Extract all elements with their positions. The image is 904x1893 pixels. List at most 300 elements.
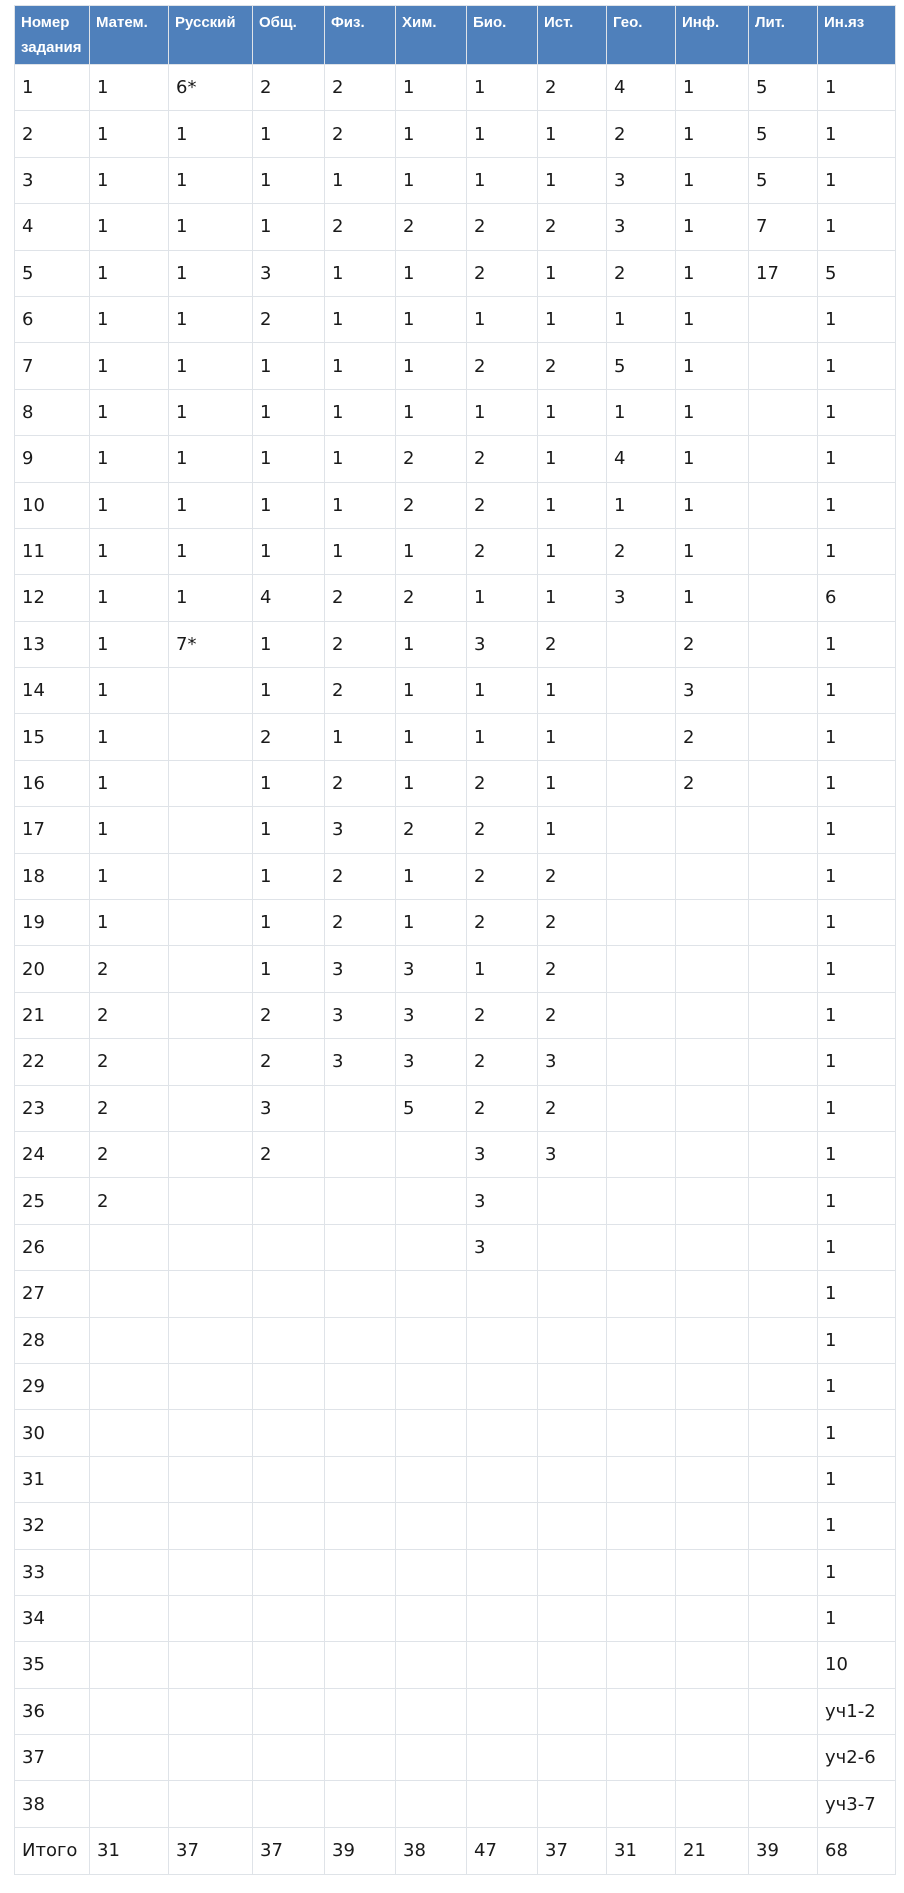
task-number-cell: 6: [15, 296, 90, 342]
table-row: [15, 853, 896, 899]
score-cell: [676, 1688, 749, 1734]
score-cell: 3: [467, 1224, 538, 1270]
score-cell: 1: [169, 204, 253, 250]
score-cell: 37: [538, 1827, 607, 1874]
score-cell: 1: [90, 575, 169, 621]
score-cell: [749, 1503, 818, 1549]
score-cell: [169, 1317, 253, 1363]
score-cell: [325, 1781, 396, 1827]
score-cell: 37: [253, 1827, 325, 1874]
score-cell: 1: [169, 528, 253, 574]
score-cell: [676, 946, 749, 992]
score-cell: [749, 296, 818, 342]
score-cell: 1: [607, 296, 676, 342]
score-cell: 1: [169, 389, 253, 435]
score-cell: 1: [818, 992, 896, 1038]
score-cell: [749, 1085, 818, 1131]
score-cell: 2: [467, 250, 538, 296]
score-cell: 3: [325, 807, 396, 853]
task-number-cell: 12: [15, 575, 90, 621]
column-header: Хим.: [396, 6, 467, 65]
score-cell: 1: [538, 157, 607, 203]
score-cell: 2: [253, 1131, 325, 1177]
score-cell: 1: [818, 1549, 896, 1595]
score-cell: 1: [253, 946, 325, 992]
score-cell: 1: [90, 807, 169, 853]
score-cell: 2: [325, 853, 396, 899]
score-cell: 2: [467, 1085, 538, 1131]
table-row: [15, 528, 896, 574]
task-number-cell: 4: [15, 204, 90, 250]
score-cell: 1: [676, 575, 749, 621]
score-cell: 1: [253, 436, 325, 482]
score-cell: 17: [749, 250, 818, 296]
score-cell: [169, 946, 253, 992]
score-cell: [90, 1363, 169, 1409]
score-cell: уч2-6: [818, 1735, 896, 1781]
score-cell: 1: [818, 668, 896, 714]
column-header: Лит.: [749, 6, 818, 65]
score-cell: 1: [676, 204, 749, 250]
score-cell: 1: [90, 668, 169, 714]
task-number-cell: 31: [15, 1456, 90, 1502]
score-cell: [467, 1642, 538, 1688]
score-cell: 3: [467, 1178, 538, 1224]
score-cell: [396, 1131, 467, 1177]
score-cell: 3: [467, 1131, 538, 1177]
score-cell: [676, 1224, 749, 1270]
score-cell: [467, 1410, 538, 1456]
score-cell: 2: [325, 575, 396, 621]
score-cell: [749, 760, 818, 806]
score-cell: 1: [325, 714, 396, 760]
score-cell: 2: [325, 900, 396, 946]
score-cell: [538, 1781, 607, 1827]
score-cell: [749, 575, 818, 621]
table-row: [15, 1595, 896, 1641]
score-cell: 1: [676, 111, 749, 157]
score-cell: 1: [467, 946, 538, 992]
score-cell: [676, 1595, 749, 1641]
task-number-cell: 7: [15, 343, 90, 389]
scores-table-container: [14, 5, 895, 1875]
score-cell: 2: [253, 714, 325, 760]
score-cell: 1: [90, 853, 169, 899]
score-cell: [676, 1131, 749, 1177]
score-cell: [396, 1271, 467, 1317]
column-header: Физ.: [325, 6, 396, 65]
task-number-cell: 28: [15, 1317, 90, 1363]
table-row: [15, 157, 896, 203]
score-cell: [253, 1688, 325, 1734]
score-cell: [607, 621, 676, 667]
score-cell: [253, 1363, 325, 1409]
score-cell: 2: [90, 1131, 169, 1177]
table-row: [15, 1410, 896, 1456]
score-cell: [325, 1363, 396, 1409]
score-cell: [90, 1503, 169, 1549]
score-cell: 1: [253, 900, 325, 946]
score-cell: [169, 1271, 253, 1317]
task-number-cell: 23: [15, 1085, 90, 1131]
score-cell: 2: [676, 621, 749, 667]
score-cell: 2: [538, 946, 607, 992]
score-cell: 1: [90, 204, 169, 250]
score-cell: 1: [818, 1224, 896, 1270]
table-row: [15, 668, 896, 714]
score-cell: [325, 1549, 396, 1595]
score-cell: 31: [607, 1827, 676, 1874]
column-header: Инф.: [676, 6, 749, 65]
score-cell: 2: [396, 482, 467, 528]
task-number-cell: 8: [15, 389, 90, 435]
score-cell: [169, 1085, 253, 1131]
score-cell: [467, 1781, 538, 1827]
score-cell: 2: [538, 204, 607, 250]
score-cell: 2: [607, 528, 676, 574]
score-cell: [749, 1224, 818, 1270]
score-cell: [467, 1503, 538, 1549]
score-cell: 1: [818, 436, 896, 482]
score-cell: 2: [607, 111, 676, 157]
score-cell: [607, 714, 676, 760]
score-cell: [90, 1317, 169, 1363]
score-cell: [749, 807, 818, 853]
score-cell: [749, 1410, 818, 1456]
score-cell: 1: [607, 482, 676, 528]
score-cell: [90, 1735, 169, 1781]
score-cell: [169, 900, 253, 946]
score-cell: 3: [607, 157, 676, 203]
score-cell: [325, 1503, 396, 1549]
score-cell: [169, 1781, 253, 1827]
score-cell: [169, 1410, 253, 1456]
table-row: [15, 946, 896, 992]
task-number-cell: 21: [15, 992, 90, 1038]
score-cell: [607, 1271, 676, 1317]
column-header: Номер задания: [15, 6, 90, 65]
score-cell: 1: [538, 436, 607, 482]
table-row: [15, 436, 896, 482]
score-cell: [253, 1271, 325, 1317]
score-cell: [467, 1456, 538, 1502]
score-cell: [90, 1456, 169, 1502]
score-cell: 5: [749, 157, 818, 203]
score-cell: 2: [90, 992, 169, 1038]
score-cell: 1: [818, 65, 896, 111]
column-header: Био.: [467, 6, 538, 65]
score-cell: [169, 992, 253, 1038]
table-row: [15, 900, 896, 946]
score-cell: 1: [169, 157, 253, 203]
score-cell: [325, 1178, 396, 1224]
score-cell: [676, 992, 749, 1038]
table-row: [15, 1271, 896, 1317]
column-header: Гео.: [607, 6, 676, 65]
score-cell: 3: [607, 204, 676, 250]
score-cell: 1: [818, 1131, 896, 1177]
score-cell: 1: [467, 157, 538, 203]
score-cell: 1: [90, 296, 169, 342]
score-cell: [325, 1271, 396, 1317]
score-cell: 2: [253, 1039, 325, 1085]
score-cell: [749, 1688, 818, 1734]
task-number-cell: 15: [15, 714, 90, 760]
score-cell: [538, 1317, 607, 1363]
score-cell: 1: [169, 111, 253, 157]
score-cell: 1: [538, 528, 607, 574]
score-cell: 1: [818, 1178, 896, 1224]
score-cell: 2: [467, 760, 538, 806]
score-cell: [253, 1456, 325, 1502]
score-cell: [676, 1363, 749, 1409]
score-cell: [396, 1224, 467, 1270]
score-cell: [607, 1410, 676, 1456]
score-cell: 2: [467, 807, 538, 853]
score-cell: 1: [169, 250, 253, 296]
score-cell: [749, 1131, 818, 1177]
score-cell: 39: [749, 1827, 818, 1874]
table-row: [15, 482, 896, 528]
column-header: Ист.: [538, 6, 607, 65]
score-cell: [253, 1781, 325, 1827]
score-cell: [749, 482, 818, 528]
table-row: [15, 760, 896, 806]
score-cell: 1: [538, 714, 607, 760]
score-cell: [396, 1178, 467, 1224]
task-number-cell: 22: [15, 1039, 90, 1085]
score-cell: [607, 1595, 676, 1641]
score-cell: 4: [253, 575, 325, 621]
score-cell: 1: [90, 528, 169, 574]
score-cell: [607, 1503, 676, 1549]
score-cell: [169, 714, 253, 760]
score-cell: 1: [396, 900, 467, 946]
score-cell: 1: [538, 807, 607, 853]
score-cell: [607, 668, 676, 714]
score-cell: 1: [396, 296, 467, 342]
score-cell: [749, 992, 818, 1038]
score-cell: 1: [253, 111, 325, 157]
score-cell: 2: [467, 436, 538, 482]
task-number-cell: Итого: [15, 1827, 90, 1874]
score-cell: [607, 1456, 676, 1502]
score-cell: [749, 1363, 818, 1409]
task-number-cell: 13: [15, 621, 90, 667]
score-cell: 3: [467, 621, 538, 667]
score-cell: 2: [325, 760, 396, 806]
task-number-cell: 32: [15, 1503, 90, 1549]
score-cell: 1: [818, 1271, 896, 1317]
score-cell: 1: [818, 389, 896, 435]
score-cell: [325, 1410, 396, 1456]
task-number-cell: 38: [15, 1781, 90, 1827]
score-cell: 4: [607, 436, 676, 482]
score-cell: [325, 1085, 396, 1131]
score-cell: [538, 1735, 607, 1781]
score-cell: 3: [325, 992, 396, 1038]
score-cell: [749, 1456, 818, 1502]
score-cell: 1: [396, 250, 467, 296]
score-cell: 1: [467, 111, 538, 157]
score-cell: 2: [467, 343, 538, 389]
score-cell: [396, 1549, 467, 1595]
score-cell: [90, 1781, 169, 1827]
table-row: [15, 1224, 896, 1270]
score-cell: 3: [253, 1085, 325, 1131]
score-cell: [749, 389, 818, 435]
column-header: Русский: [169, 6, 253, 65]
score-cell: [169, 1595, 253, 1641]
score-cell: 2: [676, 714, 749, 760]
score-cell: [607, 946, 676, 992]
score-cell: 1: [818, 807, 896, 853]
score-cell: 2: [467, 528, 538, 574]
task-number-cell: 34: [15, 1595, 90, 1641]
score-cell: 3: [538, 1131, 607, 1177]
score-cell: [538, 1271, 607, 1317]
score-cell: 2: [467, 482, 538, 528]
score-cell: [253, 1595, 325, 1641]
table-row: [15, 1781, 896, 1827]
table-row: [15, 343, 896, 389]
task-number-cell: 11: [15, 528, 90, 574]
table-row: [15, 1642, 896, 1688]
score-cell: [253, 1503, 325, 1549]
score-cell: 2: [325, 621, 396, 667]
score-cell: [325, 1595, 396, 1641]
task-number-cell: 24: [15, 1131, 90, 1177]
column-header: Ин.яз: [818, 6, 896, 65]
score-cell: уч1-2: [818, 1688, 896, 1734]
score-cell: 2: [538, 65, 607, 111]
task-number-cell: 35: [15, 1642, 90, 1688]
score-cell: 1: [90, 250, 169, 296]
score-cell: 3: [607, 575, 676, 621]
score-cell: [90, 1595, 169, 1641]
score-cell: 2: [90, 946, 169, 992]
task-number-cell: 25: [15, 1178, 90, 1224]
score-cell: [749, 1549, 818, 1595]
score-cell: 3: [253, 250, 325, 296]
score-cell: 1: [396, 389, 467, 435]
score-cell: [396, 1503, 467, 1549]
score-cell: 1: [818, 482, 896, 528]
score-cell: [467, 1735, 538, 1781]
table-row: [15, 389, 896, 435]
score-cell: [396, 1456, 467, 1502]
score-cell: [607, 1363, 676, 1409]
task-number-cell: 17: [15, 807, 90, 853]
score-cell: 1: [325, 343, 396, 389]
score-cell: [749, 1642, 818, 1688]
score-cell: [325, 1456, 396, 1502]
score-cell: 1: [90, 389, 169, 435]
task-number-cell: 1: [15, 65, 90, 111]
score-cell: 3: [396, 946, 467, 992]
score-cell: [325, 1735, 396, 1781]
score-cell: 1: [325, 436, 396, 482]
score-cell: [607, 1781, 676, 1827]
score-cell: [169, 1178, 253, 1224]
score-cell: [90, 1688, 169, 1734]
score-cell: [676, 1503, 749, 1549]
score-cell: [749, 621, 818, 667]
score-cell: 1: [169, 343, 253, 389]
score-cell: 1: [253, 807, 325, 853]
score-cell: [676, 807, 749, 853]
score-cell: [169, 1363, 253, 1409]
score-cell: 5: [749, 65, 818, 111]
score-cell: 1: [818, 296, 896, 342]
score-cell: 2: [325, 65, 396, 111]
score-cell: 2: [325, 111, 396, 157]
score-cell: 68: [818, 1827, 896, 1874]
score-cell: 1: [538, 389, 607, 435]
score-cell: [607, 1735, 676, 1781]
table-row: [15, 621, 896, 667]
task-number-cell: 9: [15, 436, 90, 482]
table-body: [15, 65, 896, 1875]
score-cell: [538, 1642, 607, 1688]
score-cell: [396, 1781, 467, 1827]
score-cell: [749, 946, 818, 992]
score-cell: 3: [325, 1039, 396, 1085]
score-cell: [607, 900, 676, 946]
score-cell: [396, 1688, 467, 1734]
score-cell: 10: [818, 1642, 896, 1688]
score-cell: 5: [749, 111, 818, 157]
task-number-cell: 37: [15, 1735, 90, 1781]
score-cell: [467, 1363, 538, 1409]
score-cell: [749, 1039, 818, 1085]
table-row: [15, 1085, 896, 1131]
score-cell: [538, 1549, 607, 1595]
score-cell: [676, 1410, 749, 1456]
score-cell: 2: [253, 992, 325, 1038]
score-cell: 2: [467, 992, 538, 1038]
score-cell: 39: [325, 1827, 396, 1874]
table-header: [15, 6, 896, 65]
score-cell: 38: [396, 1827, 467, 1874]
score-cell: 3: [396, 1039, 467, 1085]
score-cell: 1: [676, 389, 749, 435]
score-cell: [169, 853, 253, 899]
score-cell: [169, 1224, 253, 1270]
table-row: [15, 714, 896, 760]
score-cell: [676, 1085, 749, 1131]
score-cell: [749, 714, 818, 760]
score-cell: 1: [818, 1456, 896, 1502]
score-cell: [396, 1595, 467, 1641]
score-cell: 1: [90, 436, 169, 482]
score-cell: 5: [607, 343, 676, 389]
score-cell: [749, 900, 818, 946]
score-cell: 7*: [169, 621, 253, 667]
score-cell: [538, 1363, 607, 1409]
score-cell: [676, 853, 749, 899]
score-cell: 1: [396, 621, 467, 667]
score-cell: [607, 1131, 676, 1177]
task-number-cell: 10: [15, 482, 90, 528]
score-cell: 1: [90, 621, 169, 667]
score-cell: 1: [90, 760, 169, 806]
task-number-cell: 3: [15, 157, 90, 203]
table-row: [15, 1363, 896, 1409]
score-cell: [676, 1271, 749, 1317]
score-cell: 1: [169, 575, 253, 621]
score-cell: 1: [396, 528, 467, 574]
